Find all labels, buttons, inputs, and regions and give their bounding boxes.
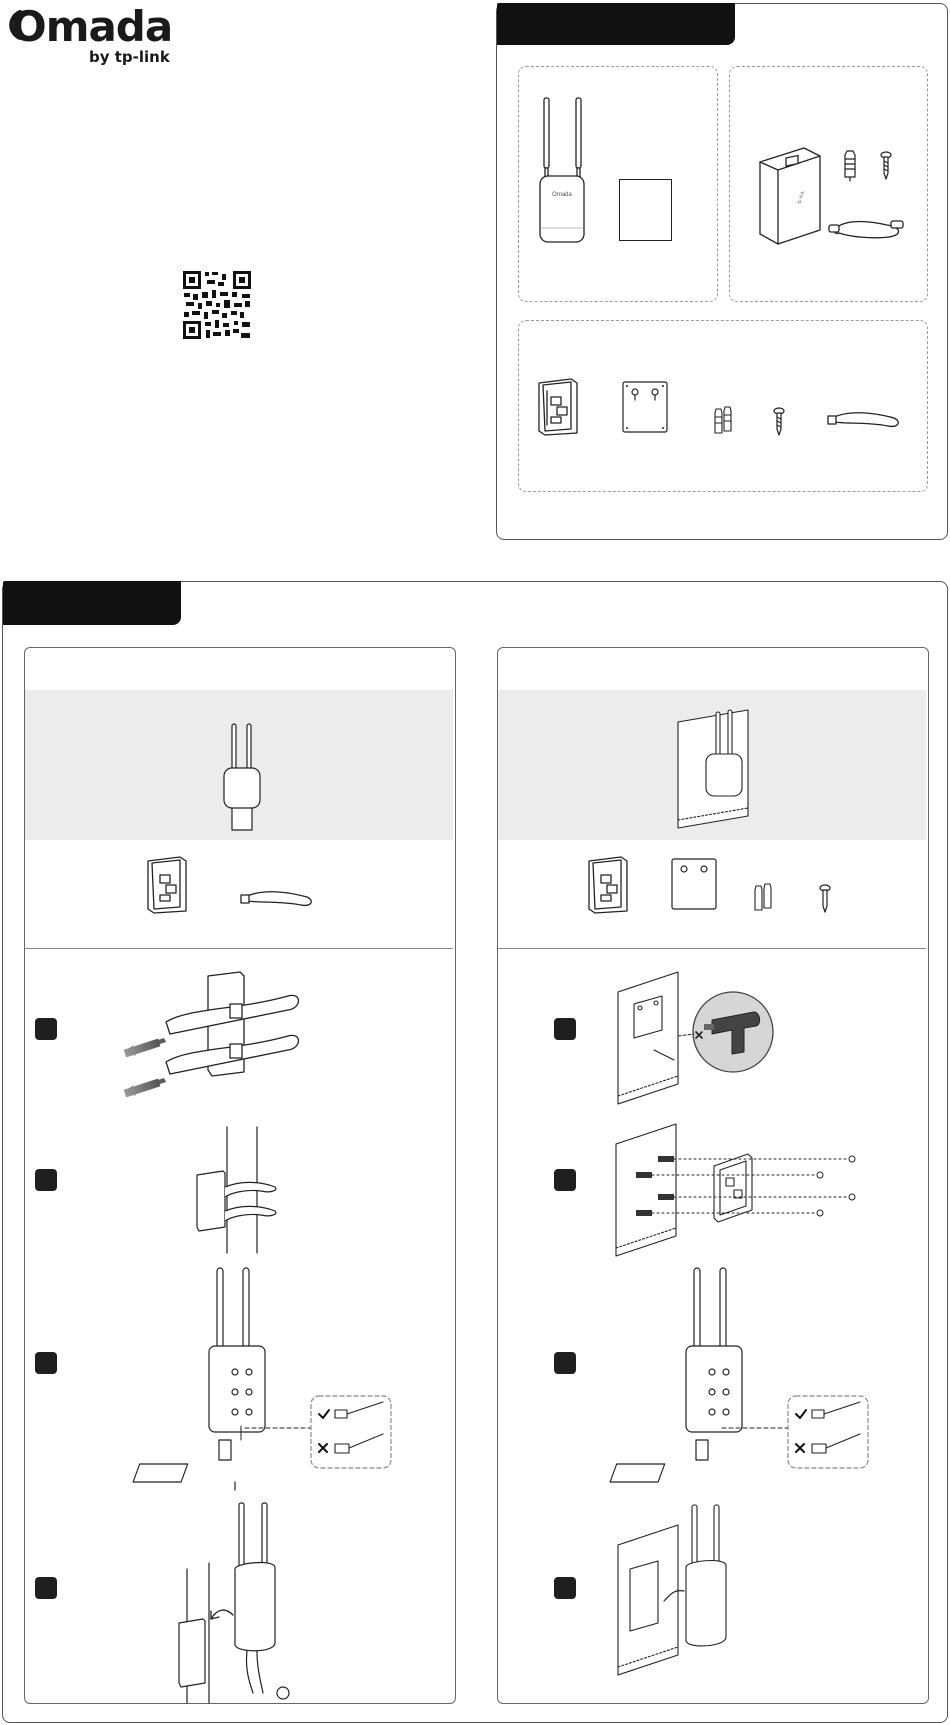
screw-icon: [880, 151, 892, 181]
wall-mount-hero-image: [676, 706, 750, 830]
device-brand-label: Omada: [552, 192, 572, 198]
qr-code: [182, 270, 252, 340]
screw-small-icon: [773, 407, 785, 437]
logo-wordmark: Omada: [11, 2, 173, 51]
pole-cable-tie-icon: [241, 887, 317, 909]
pole-mount-required-items: [25, 840, 453, 949]
cable-tie-icon: [828, 408, 904, 430]
wall-step-4-badge: [554, 1577, 576, 1599]
wall-step-1-image: [616, 968, 776, 1108]
wall-anchors-icon: [713, 405, 735, 437]
power-cable-image: [829, 215, 907, 243]
wall-step-2-image: [614, 1120, 864, 1260]
wall-anchors-small-icon: [753, 882, 775, 914]
pole-step-4-image: [177, 1503, 297, 1703]
wall-screw-icon: [819, 884, 831, 914]
wall-step-1-badge: [554, 1018, 576, 1040]
mounting-template-image: [621, 380, 669, 434]
wall-step-4-image: [616, 1505, 736, 1685]
wall-template-icon: [670, 857, 718, 911]
document-sheet-image: [619, 179, 672, 241]
omada-logo: [3, 4, 173, 66]
svg-text:tp-link: tp-link: [796, 190, 807, 205]
wall-anchor-icon: [843, 149, 857, 181]
pole-step-3-image: [205, 1268, 395, 1498]
pole-step-1-badge: [35, 1018, 57, 1040]
access-point-image: [538, 96, 588, 246]
mounting-bracket-image: [537, 377, 579, 437]
wall-bracket-icon: [587, 855, 629, 915]
pole-bracket-icon: [146, 855, 188, 915]
pole-step-4-badge: [35, 1577, 57, 1599]
power-adapter-image: [758, 144, 822, 246]
logo-subtitle: by tp-link: [89, 48, 170, 66]
wall-step-2-badge: [554, 1169, 576, 1191]
package-contents-tab: [497, 3, 735, 45]
pole-step-2-badge: [35, 1169, 57, 1191]
pole-step-3-badge: [35, 1352, 57, 1374]
wall-step-3-image: [682, 1268, 872, 1498]
installation-tab: [3, 581, 181, 625]
pole-step-2-image: [195, 1127, 295, 1253]
wall-step-3-badge: [554, 1352, 576, 1374]
pole-mount-hero-image: [222, 722, 264, 830]
pole-step-1-image: [118, 970, 308, 1110]
